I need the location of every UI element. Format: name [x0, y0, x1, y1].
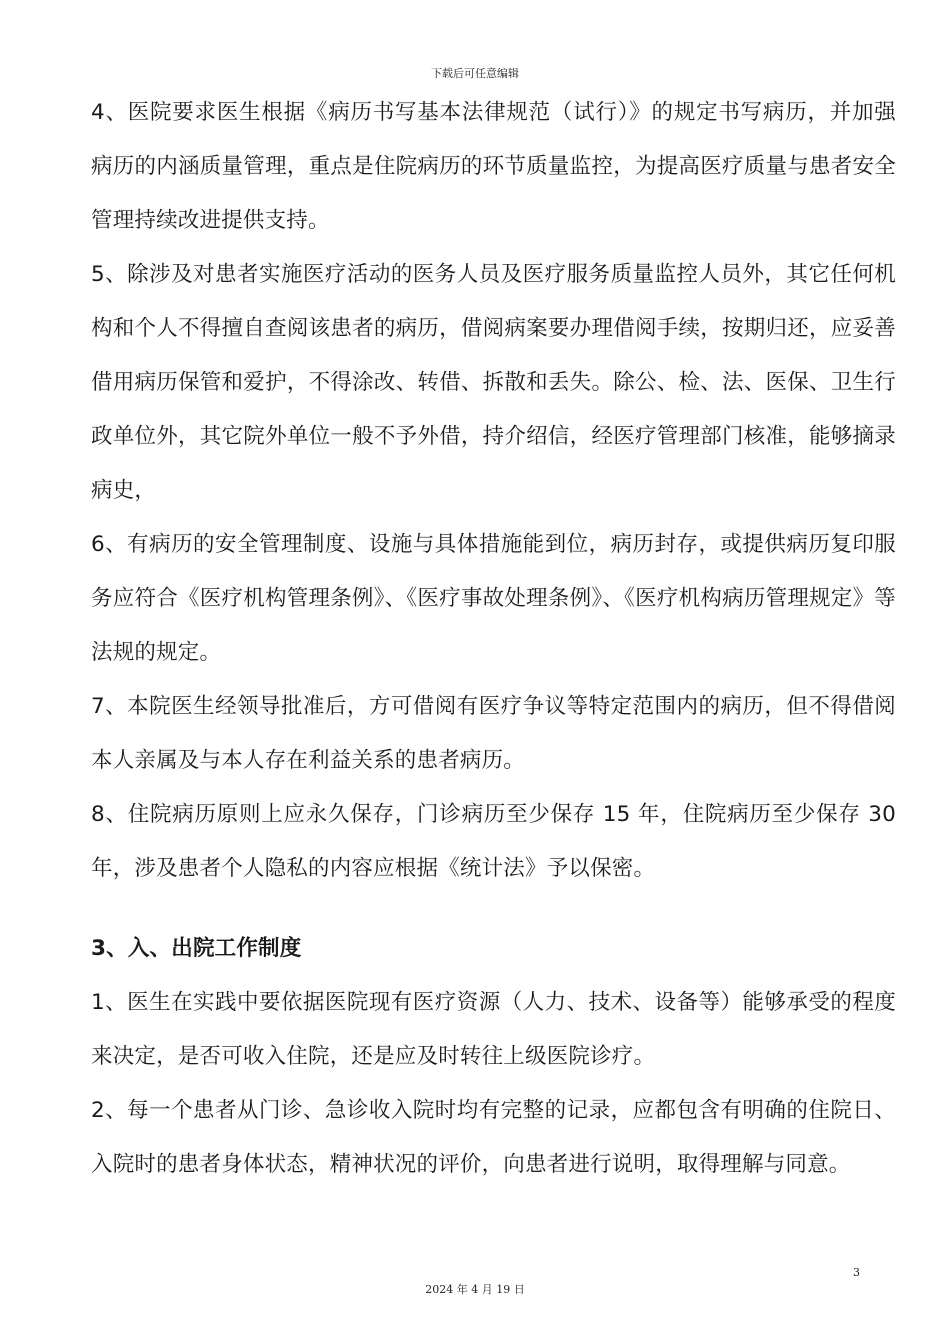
- paragraph-item-admission-1: 1、医生在实践中要依据医院现有医疗资源（人力、技术、设备等）能够承受的程度来决定，是否可收入住院，还是应及时转往上级医院诊疗。: [91, 990, 896, 1069]
- paragraph-item-admission-2: 2、每一个患者从门诊、急诊收入院时均有完整的记录，应都包含有明确的住院日、入院时的患者身体状态，精神状况的评价，向患者进行说明，取得理解与同意。: [91, 1098, 896, 1177]
- paragraph-item-4: 4、医院要求医生根据《病历书写基本法律规范（试行）》的规定书写病历，并加强病历的内涵质量管理，重点是住院病历的环节质量监控，为提高医疗质量与患者安全管理持续改进提供支持。: [91, 100, 896, 233]
- paragraph-item-8: 8、住院病历原则上应永久保存，门诊病历至少保存 15 年，住院病历至少保存 30 年，涉及患者个人隐私的内容应根据《统计法》予以保密。: [91, 802, 896, 881]
- paragraph-item-5: 5、除涉及对患者实施医疗活动的医务人员及医疗服务质量监控人员外，其它任何机构和个人不得擅自查阅该患者的病历，借阅病案要办理借阅手续，按期归还，应妥善借用病历保管和爱护，不得涂改、转借、拆散和丢失。除公、检、法、医保、卫生行政单位外，其它院外单位一般不予外借，持介绍信，经医疗管理部门核准，能够摘录病史，: [91, 262, 896, 503]
- page-footer-date: 2024 年 4 月 19 日: [425, 1283, 525, 1296]
- page-number: 3: [853, 1266, 860, 1279]
- section-title: 3、入、出院工作制度: [91, 936, 302, 961]
- paragraph-item-7: 7、本院医生经领导批准后，方可借阅有医疗争议等特定范围内的病历，但不得借阅本人亲属及与本人存在利益关系的患者病历。: [91, 694, 896, 773]
- paragraph-item-6: 6、有病历的安全管理制度、设施与具体措施能到位，病历封存，或提供病历复印服务应符合《医疗机构管理条例》、《医疗事故处理条例》、《医疗机构病历管理规定》等法规的规定。: [91, 532, 896, 665]
- page-header: 下载后可任意编辑: [431, 67, 519, 80]
- document-body: [91, 86, 896, 1192]
